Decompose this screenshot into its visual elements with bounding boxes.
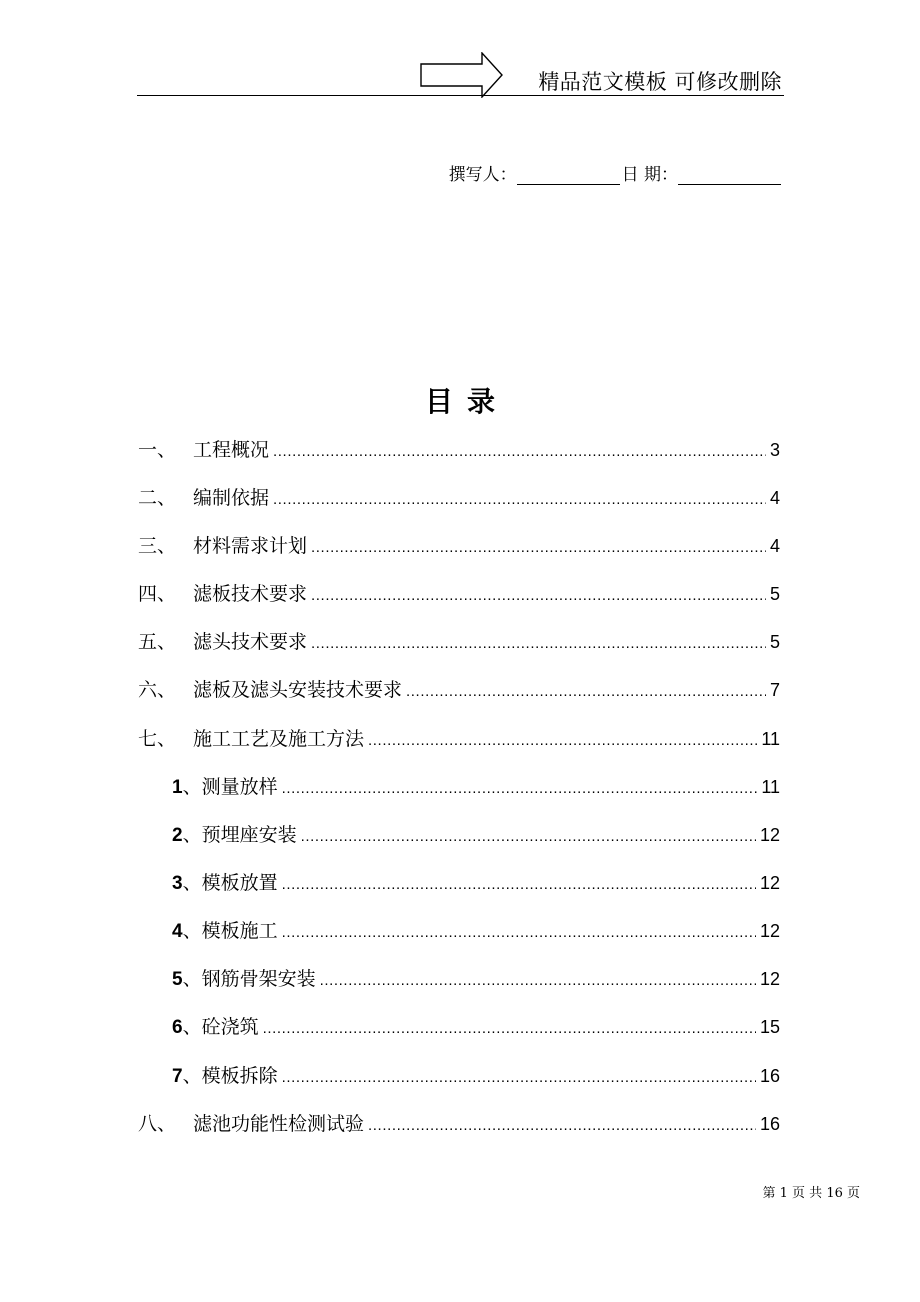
toc-subentry[interactable] — [172, 966, 780, 994]
toc-entry[interactable] — [138, 437, 780, 465]
page-footer: 第 1 页 共 16 页 — [762, 1186, 860, 1201]
toc-title: 目录 — [424, 385, 509, 418]
toc-entry[interactable] — [138, 726, 780, 754]
toc-entry-title: 滤池功能性检测试验 — [193, 1113, 365, 1135]
author-date-line — [449, 160, 781, 185]
toc-entry-number: 7 — [172, 1066, 183, 1087]
toc-entry-number: 六、 — [138, 679, 177, 701]
toc-entry-title: 、模板拆除 — [182, 1065, 278, 1087]
toc-leader — [282, 776, 758, 802]
toc-entry-title: 工程概况 — [193, 439, 270, 461]
toc-entry-number: 3 — [172, 873, 183, 894]
toc-leader — [263, 1016, 756, 1042]
toc-entry-page: 15 — [759, 1017, 780, 1037]
toc-entry-page: 4 — [769, 488, 780, 508]
toc-subentry[interactable] — [172, 774, 780, 802]
toc-entry-page: 5 — [769, 632, 780, 652]
author-blank — [517, 166, 620, 185]
toc-entry-number: 七、 — [138, 728, 177, 750]
toc-entry-number: 1 — [172, 777, 183, 798]
toc-entry[interactable] — [138, 629, 780, 657]
toc-entry[interactable] — [138, 533, 780, 561]
toc-entry-number: 一、 — [138, 439, 177, 461]
toc-leader — [282, 872, 756, 898]
toc-leader — [282, 920, 756, 946]
toc-entry-title: 、模板施工 — [182, 920, 278, 942]
toc-leader — [301, 824, 756, 850]
toc-entry-number: 2 — [172, 825, 183, 846]
toc-entry-title: 滤头技术要求 — [193, 631, 308, 653]
toc-entry-page: 12 — [759, 825, 780, 845]
toc-entry-number: 四、 — [138, 583, 177, 605]
toc-leader — [368, 728, 757, 754]
header-divider — [137, 95, 784, 96]
header-title: 精品范文模板 可修改删除 — [538, 70, 782, 94]
toc-entry-page: 11 — [761, 729, 780, 749]
toc-entry-page: 11 — [761, 777, 780, 797]
toc-entry[interactable] — [138, 581, 780, 609]
toc-entry[interactable] — [138, 485, 780, 513]
toc-entry-title: 滤板及滤头安装技术要求 — [193, 679, 403, 701]
toc-leader — [273, 439, 766, 465]
toc-subentry[interactable] — [172, 870, 780, 898]
toc-leader — [273, 487, 766, 513]
toc-entry-title: 、砼浇筑 — [182, 1016, 259, 1038]
right-arrow-icon — [420, 52, 504, 98]
date-label: 日 期： — [621, 165, 678, 185]
toc-subentry[interactable] — [172, 918, 780, 946]
author-label: 撰写人： — [448, 165, 517, 185]
toc-entry-page: 12 — [759, 969, 780, 989]
toc-entry-page: 7 — [769, 680, 780, 700]
toc-entry-title: 滤板技术要求 — [193, 583, 308, 605]
toc-entry-number: 4 — [172, 921, 183, 942]
toc-entry-page: 12 — [759, 873, 780, 893]
toc-entry-page: 16 — [759, 1066, 780, 1086]
toc-leader — [282, 1065, 756, 1091]
toc-entry-page: 16 — [759, 1114, 780, 1134]
toc-entry-number: 二、 — [138, 487, 177, 509]
toc-entry-number: 6 — [172, 1017, 183, 1038]
toc-entry-page: 4 — [769, 536, 780, 556]
toc-entry-number: 五、 — [138, 631, 177, 653]
toc-subentry[interactable] — [172, 1014, 780, 1042]
toc-entry-page: 3 — [769, 440, 780, 460]
toc-entry-number: 5 — [172, 969, 183, 990]
toc-entry-title: 施工工艺及施工方法 — [193, 728, 365, 750]
toc-entry-number: 八、 — [138, 1113, 177, 1135]
toc-leader — [311, 535, 766, 561]
toc-leader — [320, 968, 756, 994]
toc-entry-title: 、模板放置 — [182, 872, 278, 894]
toc-subentry[interactable] — [172, 1063, 780, 1091]
toc-leader — [311, 631, 766, 657]
toc-entry[interactable] — [138, 677, 780, 705]
date-blank — [678, 166, 781, 185]
toc-entry-title: 材料需求计划 — [193, 535, 308, 557]
toc-leader — [368, 1113, 756, 1139]
toc-leader — [406, 679, 766, 705]
toc-entry[interactable] — [138, 1111, 780, 1139]
toc-entry-title: 、钢筋骨架安装 — [182, 968, 316, 990]
toc-entry-page: 12 — [759, 921, 780, 941]
toc-entry-title: 、预埋座安装 — [182, 824, 297, 846]
toc-subentry[interactable] — [172, 822, 780, 850]
toc-entry-title: 、测量放样 — [182, 776, 278, 798]
toc-entry-number: 三、 — [138, 535, 177, 557]
toc-entry-page: 5 — [769, 584, 780, 604]
toc-entry-title: 编制依据 — [193, 487, 270, 509]
toc-leader — [311, 583, 766, 609]
